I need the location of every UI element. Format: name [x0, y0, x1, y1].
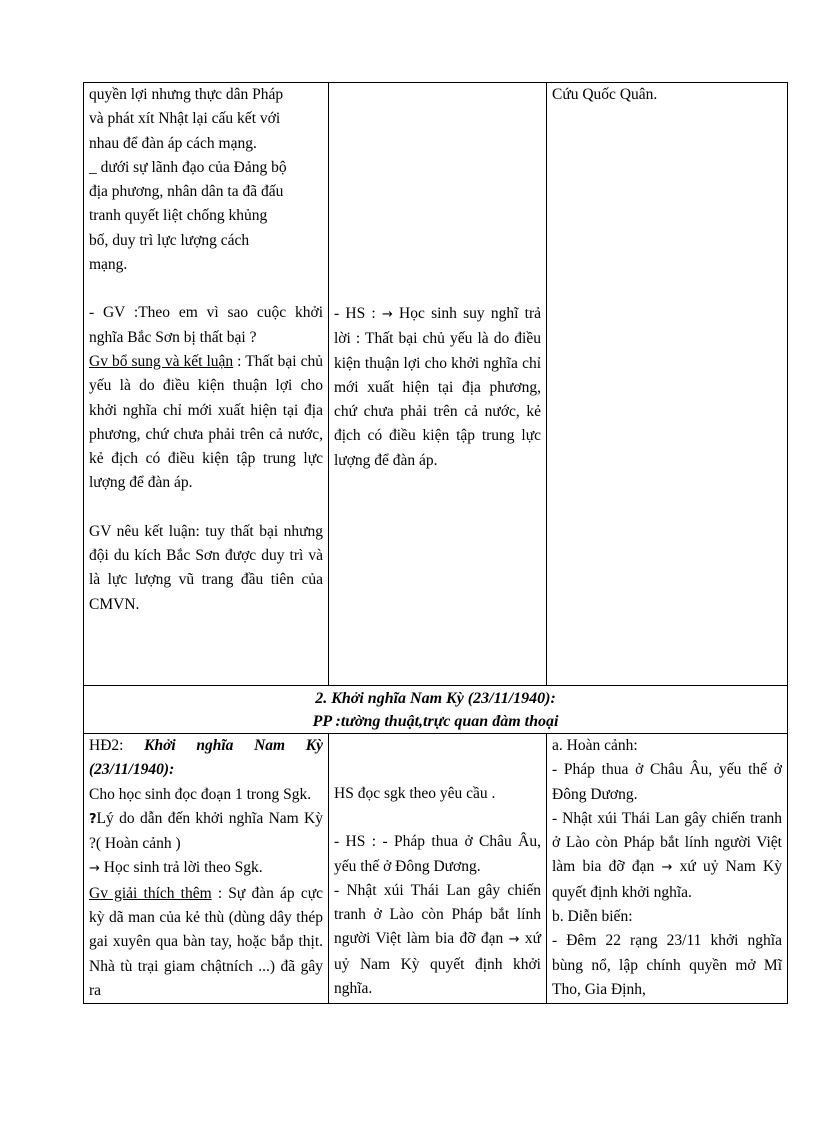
section-b-heading: b. Diễn biến: [552, 908, 633, 926]
supplement-label: Gv bổ sung và kết luận [89, 352, 234, 370]
content-cell [547, 734, 788, 1004]
text-line: mạng. [89, 256, 128, 274]
section-title: 2. Khởi nghĩa Nam Kỳ (23/11/1940): [315, 690, 556, 707]
section-method: PP :tường thuật,trực quan đàm thoại [312, 713, 559, 730]
text-line: quyền lợi nhưng thực dân Pháp [89, 86, 284, 103]
student-read: HS đọc sgk theo yêu cầu . [334, 785, 496, 802]
arrow-right-icon: → [661, 860, 673, 876]
lesson-table-page [83, 82, 787, 1004]
teacher-activity-cell [84, 83, 329, 686]
teacher-explanation [89, 882, 323, 1003]
question-text: Lý do dẫn đến khởi nghĩa Nam Kỳ ?( Hoàn cảnh ) [89, 809, 323, 853]
explain-text: : Sự đàn áp cực kỳ dã man của kẻ thù (dùng dây thép gai xuyên qua bàn tay, hoặc bắp thịt. Nhà tù trại giam chậtních ...) đã gây ra [89, 884, 323, 999]
teacher-question: - GV :Theo em vì sao cuộc khởi nghĩa Bắc Sơn bị thất bại ? [89, 304, 323, 346]
teacher-question [89, 807, 323, 857]
activity-heading [89, 734, 323, 783]
teacher-answer [89, 856, 323, 881]
table-row [84, 734, 788, 1004]
section-heading-row [84, 686, 788, 734]
text-line: và phát xít Nhật lại cấu kết với [89, 110, 281, 128]
lesson-table [83, 82, 788, 1004]
arrow-right-icon: → [381, 307, 393, 322]
explain-label: Gv giải thích thêm [89, 884, 212, 902]
text-line: bố, duy trì lực lượng cách [89, 231, 250, 249]
answer-text: xứ uỷ Nam Kỳ quyết định khởi nghĩa. [334, 930, 541, 998]
answer-text: - Nhật xúi Thái Lan gây chiến tranh ở Lào còn Pháp bắt lính người Việt làm bia đỡ đạn [334, 881, 541, 948]
activity-title: Khởi nghĩa Nam Kỳ (23/11/1940): [89, 737, 323, 779]
content-text [552, 807, 782, 905]
content-text: - Đêm 22 rạng 23/11 khởi nghĩa bùng nổ, lập chính quyền mở Mĩ Tho, Gia Định, [552, 932, 782, 998]
content-text-part: - Nhật xúi Thái Lan gây chiến tranh ở Lào còn Pháp bắt lính người Việt làm bia đỡ đạn [552, 809, 782, 876]
teacher-activity-cell [84, 734, 329, 1004]
student-prefix: - HS : [334, 305, 382, 322]
student-answer: - HS : - Pháp thua ở Châu Âu, yếu thế ở Đông Dương. [334, 833, 541, 875]
section-heading-cell [84, 686, 788, 734]
section-a-heading: a. Hoàn cảnh: [552, 737, 638, 754]
context-lines [89, 83, 323, 277]
student-answer [334, 879, 541, 1001]
text-line: địa phương, nhân dân ta đã đấu [89, 183, 284, 201]
teacher-conclusion: GV nêu kết luận: tuy thất bại nhưng đội du kích Bắc Sơn được duy trì và là lực lượng vũ trang đầu tiên của CMVN. [89, 522, 323, 613]
teacher-instruction: Cho học sinh đọc đoạn 1 trong Sgk. [89, 785, 312, 803]
answer-text: Học sinh trả lời theo Sgk. [99, 859, 263, 877]
arrow-right-icon: → [89, 861, 100, 877]
content-text: Cứu Quốc Quân. [552, 86, 658, 103]
table-row [84, 83, 788, 686]
student-activity-cell [329, 734, 547, 1004]
supplement-text: : Thất bại chủ yếu là do điều kiện thuận lợi cho khởi nghĩa chỉ mới xuất hiện tại địa phương, chứ chưa phải trên cả nước, kẻ địch có điều kiện tập trung lực lượng để đàn áp. [89, 352, 323, 492]
content-text: - Pháp thua ở Châu Âu, yếu thế ở Đông Dương. [552, 761, 782, 803]
question-mark-icon: ? [89, 811, 97, 827]
student-answer [334, 302, 541, 473]
student-answer-text: Học sinh suy nghĩ trả lời : Thất bại chủ yếu là do điều kiện thuận lợi cho khởi nghĩa chỉ mới xuất hiện tại địa phương, chứ chưa phải trên cả nước, kẻ địch có điều kiện tập trung lực lượng để đàn áp. [334, 305, 541, 469]
activity-label: HĐ2: [89, 737, 124, 754]
text-line: tranh quyết liệt chống khủng [89, 207, 268, 225]
content-text-part: xứ uỷ Nam Kỳ quyết định khởi nghĩa. [552, 858, 782, 901]
teacher-supplement [89, 350, 323, 496]
content-cell [547, 83, 788, 686]
arrow-right-icon: → [508, 932, 520, 948]
text-line: nhau để đàn áp cách mạng. [89, 134, 257, 152]
student-activity-cell [329, 83, 547, 686]
text-line: _ dưới sự lãnh đạo của Đảng bộ [89, 158, 287, 176]
